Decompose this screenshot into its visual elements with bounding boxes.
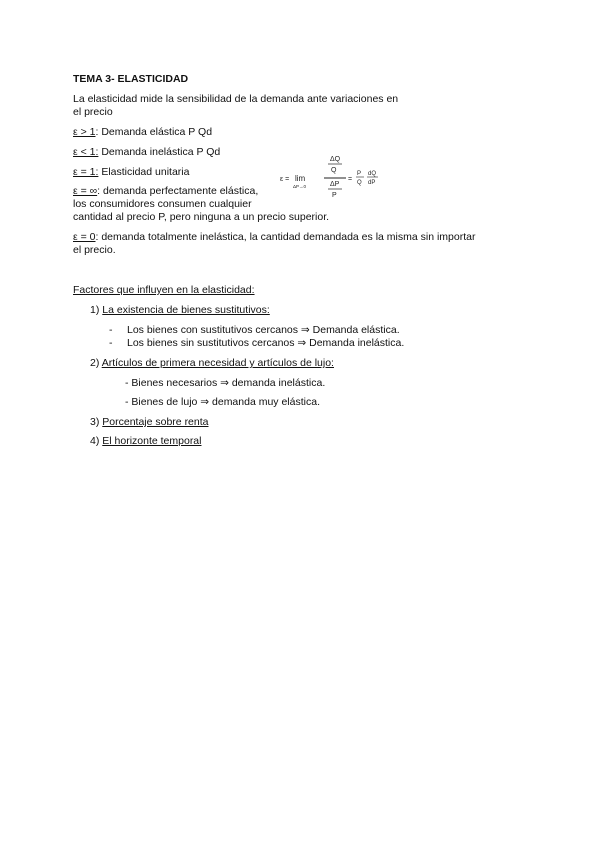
formula-dq2: dQ xyxy=(368,171,377,177)
case-zero-text: demanda totalmente inelástica, la cantidad demandada es la misma sin importar xyxy=(98,231,476,243)
factor-2 xyxy=(90,357,334,370)
case-inelastic-label: ε < 1: xyxy=(73,146,99,158)
case-infinite-line-3: cantidad al precio P, pero ninguna a un precio superior. xyxy=(73,211,330,223)
dash-bullet: - xyxy=(109,324,113,336)
case-zero-line-2: el precio. xyxy=(73,244,116,256)
case-elastic-sep: : xyxy=(95,126,99,138)
factor-1-item-1-text: Los bienes con sustitutivos cercanos ⇒ Demanda elástica. xyxy=(127,324,400,336)
factor-3 xyxy=(90,416,209,429)
factor-2-item-2: - Bienes de lujo ⇒ demanda muy elástica. xyxy=(125,396,320,408)
formula-p2: P xyxy=(357,171,362,177)
factor-1 xyxy=(90,304,270,317)
formula-eq: = xyxy=(348,176,353,183)
intro-line-2: el precio xyxy=(73,106,113,118)
formula-lim-sub: ΔP→0 xyxy=(293,184,307,189)
case-elastic xyxy=(73,126,212,139)
case-zero-sep: : xyxy=(95,231,99,243)
formula-eps: ε = xyxy=(280,176,290,183)
factor-1-item-2-text: Los bienes sin sustitutivos cercanos ⇒ Demanda inelástica. xyxy=(127,337,405,349)
factor-1-item-1 xyxy=(109,324,400,337)
formula-graphic xyxy=(280,152,390,202)
case-elastic-label: ε > 1 xyxy=(73,126,96,138)
case-unitary-text: Elasticidad unitaria xyxy=(98,166,190,178)
case-infinite-sep: : xyxy=(97,185,101,197)
formula-dp: ΔP xyxy=(330,181,340,188)
document-title: TEMA 3- ELASTICIDAD xyxy=(73,73,189,85)
case-inelastic xyxy=(73,146,220,159)
dash-bullet: - xyxy=(109,337,113,349)
factor-2-label: Artículos de primera necesidad y artículos de lujo: xyxy=(101,357,334,369)
case-perfectly-elastic xyxy=(73,185,258,198)
factor-4 xyxy=(90,435,201,448)
factor-3-number: 3) xyxy=(90,416,103,428)
elasticity-formula xyxy=(280,152,390,202)
factor-4-number: 4) xyxy=(90,435,103,447)
formula-dq: ΔQ xyxy=(330,156,341,163)
case-unitary xyxy=(73,166,189,179)
intro-line-1: La elasticidad mide la sensibilidad de la demanda ante variaciones en xyxy=(73,93,399,105)
formula-q2: Q xyxy=(357,180,362,186)
factors-heading: Factores que influyen en la elasticidad: xyxy=(73,284,255,296)
factor-3-label: Porcentaje sobre renta xyxy=(102,416,209,428)
case-unitary-label: ε = 1: xyxy=(73,166,99,178)
formula-q: Q xyxy=(331,167,337,174)
case-zero-label: ε = 0 xyxy=(73,231,96,243)
factor-4-label: El horizonte temporal xyxy=(102,435,202,447)
formula-lim: lim xyxy=(295,174,306,183)
case-infinite-line-2: los consumidores consumen cualquier xyxy=(73,198,252,210)
factor-2-number: 2) xyxy=(90,357,102,369)
factor-1-label: La existencia de bienes sustitutivos: xyxy=(102,304,270,316)
formula-p: P xyxy=(332,192,337,199)
case-perfectly-inelastic xyxy=(73,231,475,244)
formula-dp2: dP xyxy=(368,180,376,186)
case-infinite-text: demanda perfectamente elástica, xyxy=(100,185,259,197)
case-elastic-text: Demanda elástica P Qd xyxy=(98,126,213,138)
case-infinite-label: ε = ∞ xyxy=(73,185,98,197)
case-inelastic-text: Demanda inelástica P Qd xyxy=(98,146,221,158)
factor-1-item-2 xyxy=(109,337,404,350)
factor-1-number: 1) xyxy=(90,304,103,316)
factor-2-item-1: - Bienes necesarios ⇒ demanda inelástica. xyxy=(125,377,326,389)
